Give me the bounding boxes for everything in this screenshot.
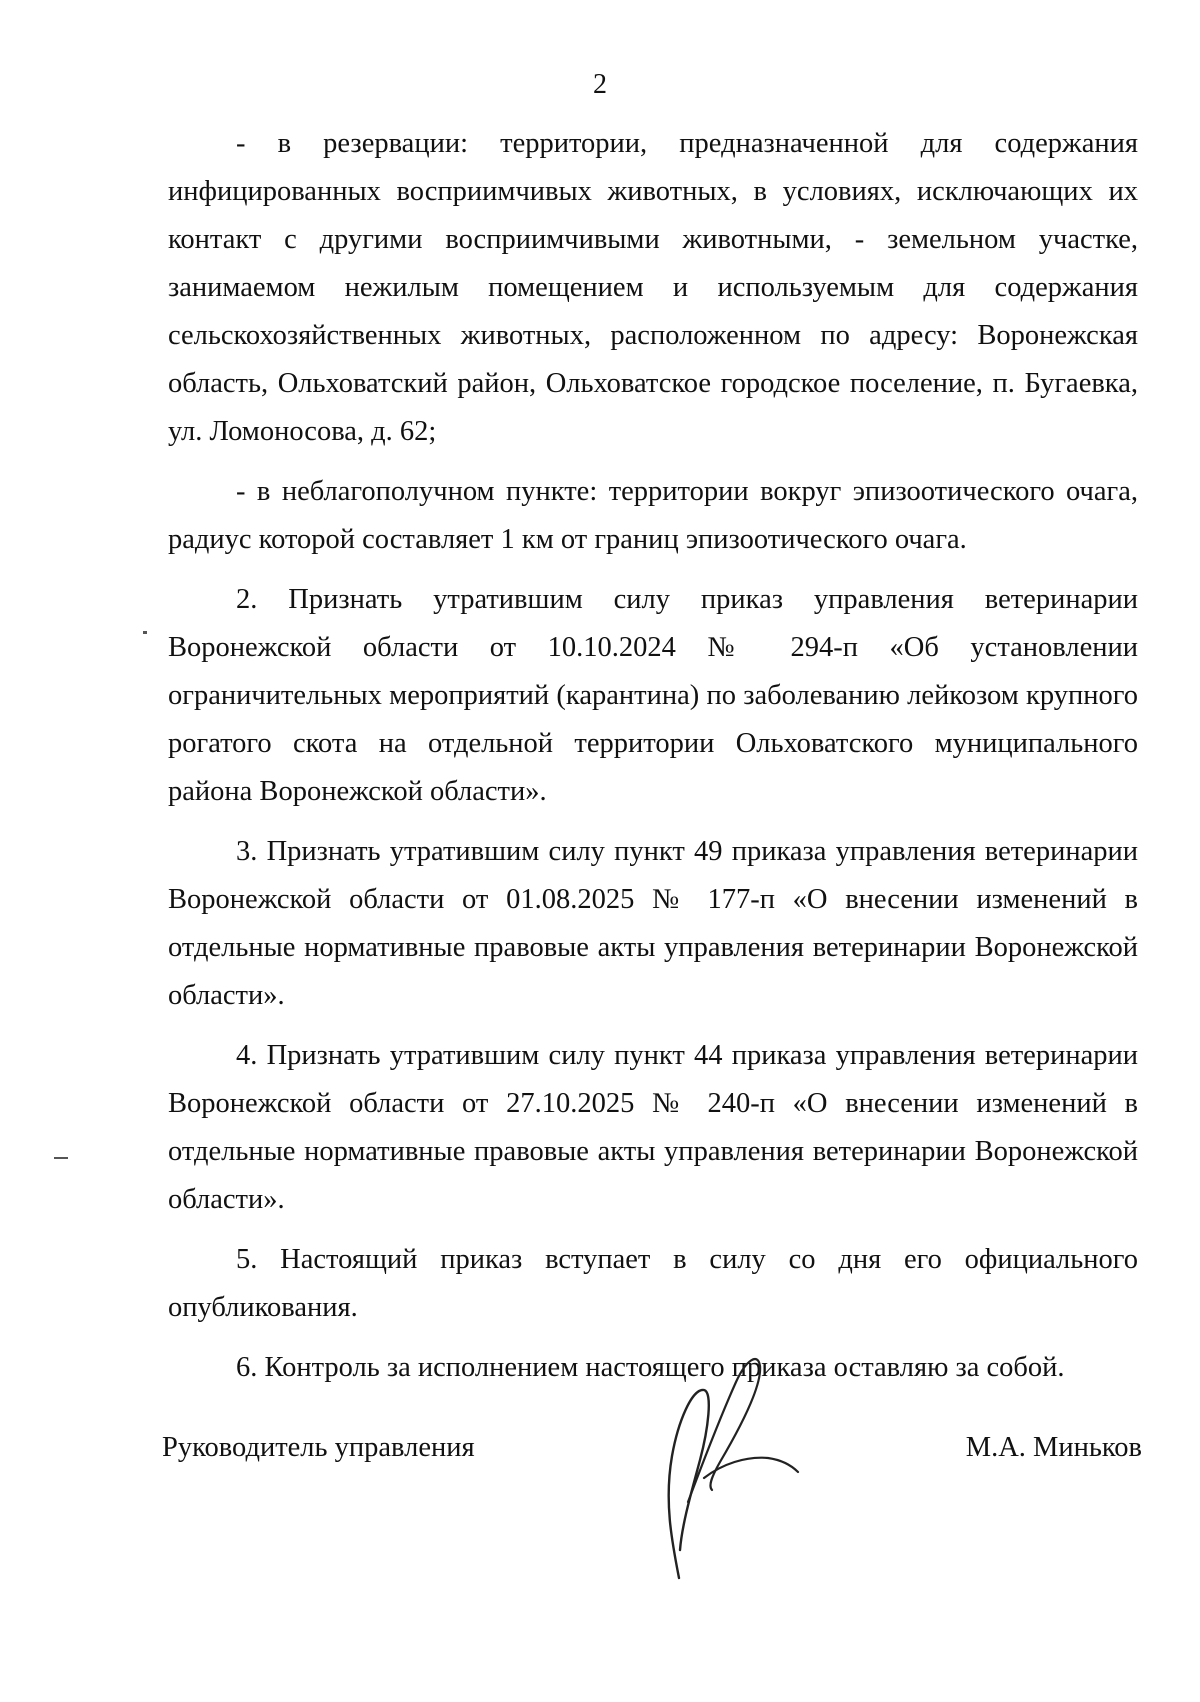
signature-block bbox=[162, 1428, 1142, 1468]
document-body bbox=[168, 120, 1138, 1392]
paragraph-item-6: 6. Контроль за исполнением настоящего приказа оставляю за собой. bbox=[236, 1352, 1065, 1383]
paragraph-unfavorable-point: - в неблагополучном пункте: территории вокруг эпизоотического очага, радиус которой составляет 1 км от границ эпизоотического очага. bbox=[168, 476, 1138, 555]
handwritten-signature bbox=[660, 1352, 810, 1582]
paragraph-item-3: 3. Признать утратившим силу пункт 49 приказа управления ветеринарии Воронежской области от 01.08.2025 № 177-п «О внесении изменений в отдельные нормативные правовые акты управления ветеринарии Воронежской области». bbox=[168, 836, 1138, 1011]
signer-name: М.А. Миньков bbox=[965, 1432, 1142, 1463]
paragraph-item-4: 4. Признать утратившим силу пункт 44 приказа управления ветеринарии Воронежской области от 27.10.2025 № 240-п «О внесении изменений в отдельные нормативные правовые акты управления ветеринарии Воронежской области». bbox=[168, 1040, 1138, 1215]
signer-title: Руководитель управления bbox=[162, 1432, 475, 1463]
paragraph-item-2: 2. Признать утратившим силу приказ управления ветеринарии Воронежской области от 10.10.2024 № 294-п «Об установлении ограничительных мероприятий (карантина) по заболеванию лейкозом крупного рогатого скота на отдельной территории Ольховатского муниципального района Воронежской области». bbox=[168, 584, 1138, 807]
paragraph-item-5: 5. Настоящий приказ вступает в силу со дня его официального опубликования. bbox=[168, 1244, 1138, 1323]
margin-mark bbox=[54, 1157, 68, 1159]
paragraph-reservation: - в резервации: территории, предназначенной для содержания инфицированных восприимчивых животных, в условиях, исключающих их контакт с другими восприимчивыми животными, - земельном участке, занимаемом нежилым помещением и используемым для содержания сельскохозяйственных животных, расположенном по адресу: Воронежская область, Ольховатский район, Ольховатское городское поселение, п. Бугаевка, ул. Ломоносова, д. 62; bbox=[168, 128, 1138, 447]
page-number: 2 bbox=[593, 69, 607, 100]
margin-mark bbox=[143, 631, 147, 634]
